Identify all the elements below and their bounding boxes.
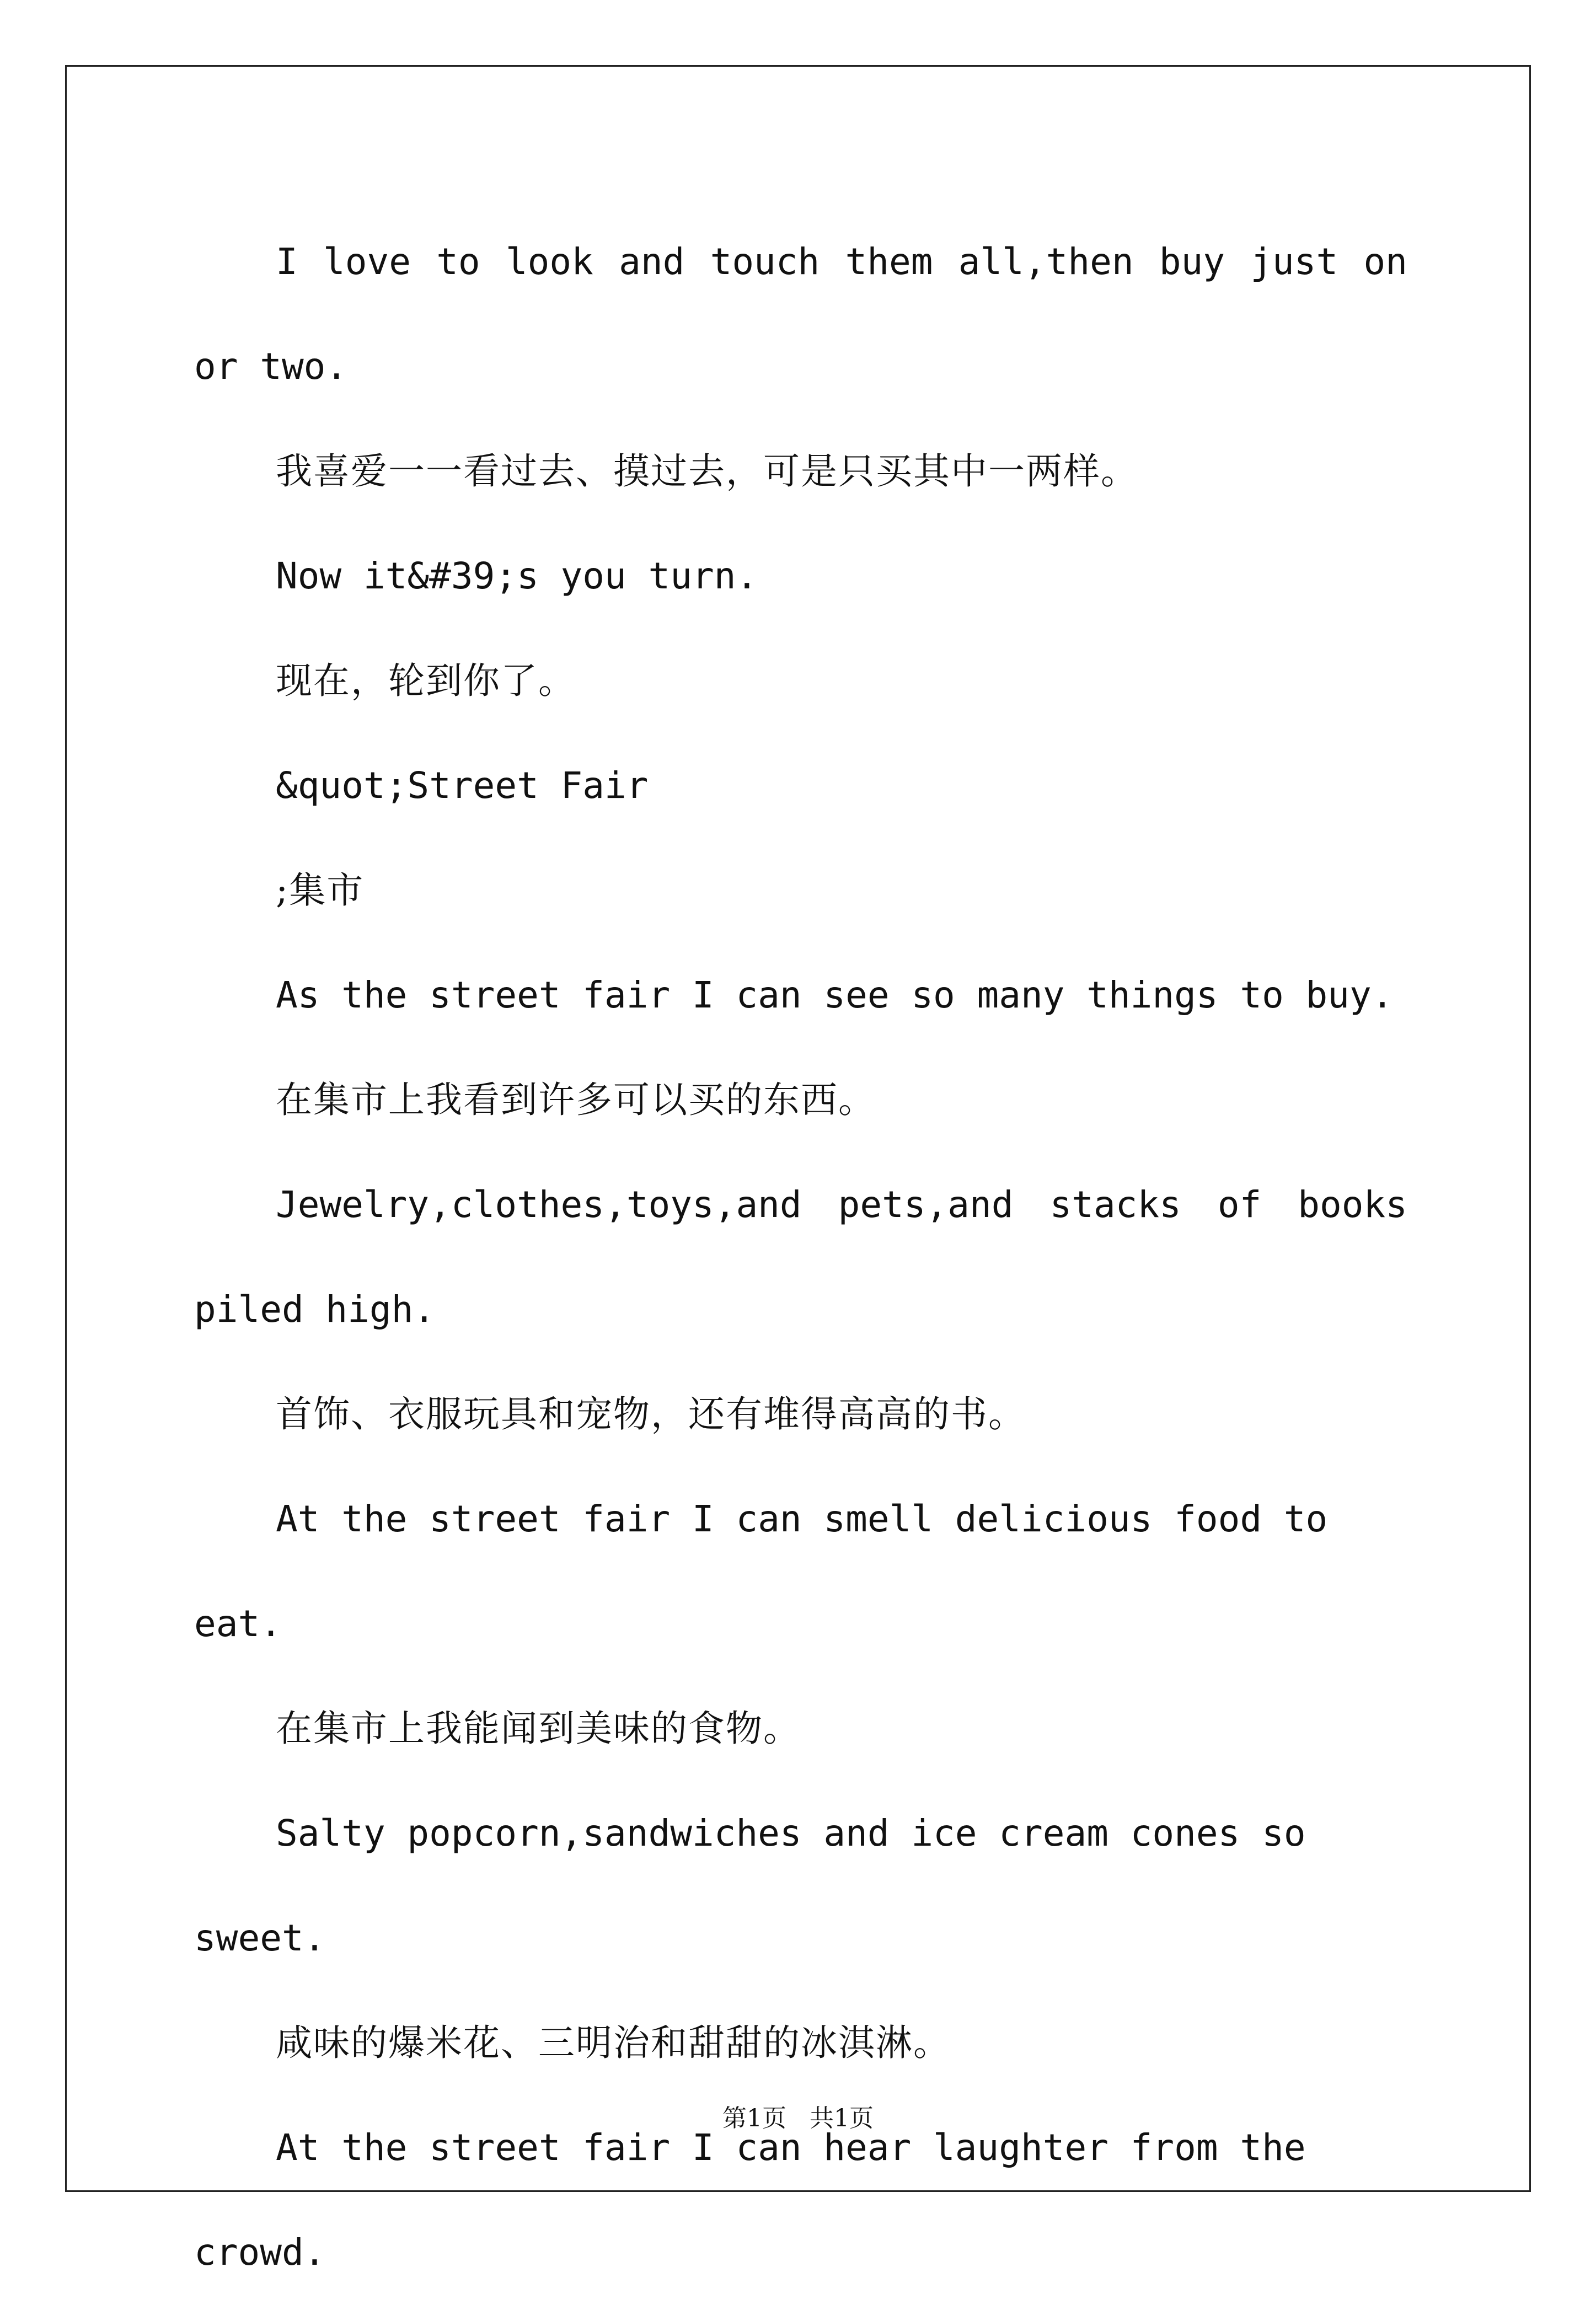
paragraph: Now it&#39;s you turn.: [276, 555, 758, 597]
paragraph: &quot;Street Fair: [276, 764, 649, 807]
paragraph: I love to look and touch them all,then buy just on or two.: [194, 240, 1407, 388]
document-body: [194, 210, 1407, 2305]
paragraph: At the street fair I can smell delicious food to eat.: [194, 1498, 1328, 1645]
paragraph: 在集市上我看到许多可以买的东西。: [276, 1079, 876, 1121]
paragraph: 我喜爱一一看过去、摸过去，可是只买其中一两样。: [276, 450, 1138, 492]
paragraph: As the street fair I can see so many things to buy.: [276, 974, 1394, 1016]
paragraph: Salty popcorn,sandwiches and ice cream cones so sweet.: [194, 1812, 1306, 1959]
page-total: 共1页: [809, 2104, 874, 2132]
paragraph: 咸味的爆米花、三明治和甜甜的冰淇淋。: [276, 2022, 951, 2064]
page-number: 第1页: [722, 2104, 787, 2132]
paragraph: 首饰、衣服玩具和宠物，还有堆得高高的书。: [276, 1393, 1026, 1435]
paragraph: ;集市: [276, 869, 365, 912]
paragraph: Jewelry,clothes,toys,and pets,and stacks of books piled high.: [194, 1183, 1407, 1331]
paragraph: At the street fair I can hear laughter from the crowd.: [194, 2126, 1306, 2274]
paragraph: 现在，轮到你了。: [276, 660, 576, 702]
page-footer: [0, 2098, 1596, 2134]
paragraph: 在集市上我能闻到美味的食物。: [276, 1707, 801, 1750]
